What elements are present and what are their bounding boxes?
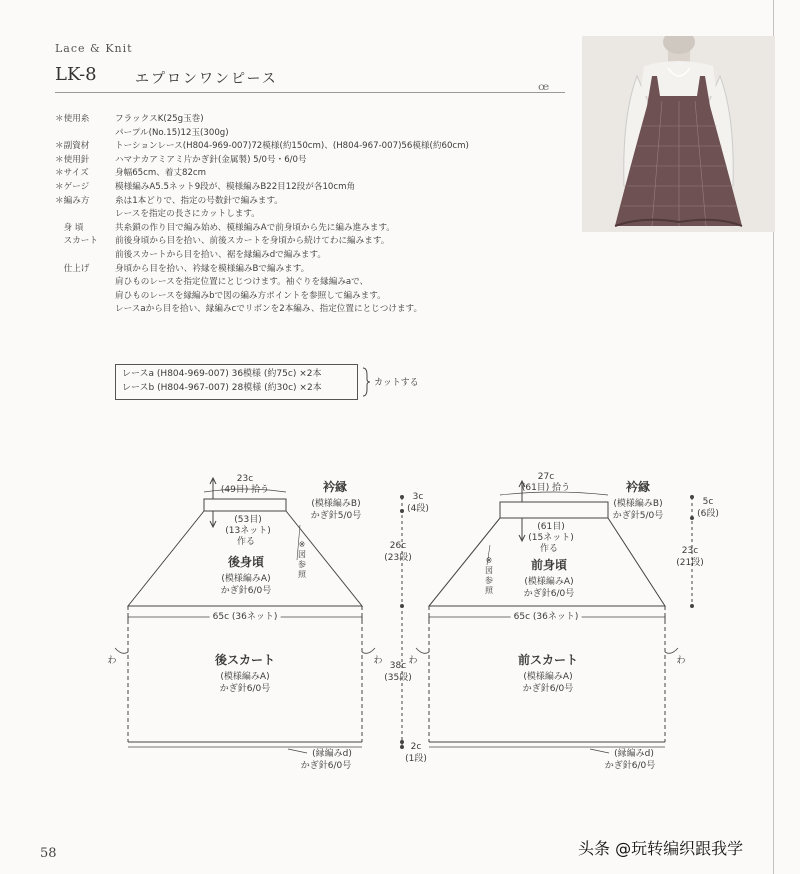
front-h-collar: 5c (702, 497, 714, 507)
back-edge: (縁編みd) (312, 749, 352, 759)
spec-value: 前後身頃から目を拾い、前後スカートを身頃から続けてわに編みます。 (115, 236, 390, 247)
back-collar-pattern: (模様編みB) (311, 499, 361, 509)
flourish-ornament: ꟹ (538, 80, 550, 101)
spec-value: 身頃から目を拾い、衿縁を模様編みBで編みます。 (115, 263, 310, 274)
back-h-skirt: 38c (389, 661, 407, 671)
back-body-pattern: (模様編みA) (221, 574, 271, 584)
watermark-text: 头条 @玩转编织跟我学 (578, 839, 744, 858)
spec-label: スカート (55, 236, 98, 247)
back-h-edge-rows: (1段) (405, 754, 427, 764)
front-wa-right: わ (676, 656, 686, 666)
pattern-code: LK-8 (55, 64, 97, 85)
front-body-hook: かぎ針6/0号 (523, 589, 575, 599)
front-body-pattern: (模様編みA) (524, 577, 574, 587)
front-collar-width: 27c (537, 472, 555, 482)
front-wa-left: わ (408, 656, 418, 666)
front-start-make: 作る (539, 544, 559, 554)
front-skirt-title: 前スカート (517, 653, 579, 667)
back-h-body-rows: (23段) (384, 553, 412, 563)
front-collar-hook: かぎ針5/0号 (612, 511, 664, 521)
back-wa-left: わ (107, 656, 117, 666)
spec-label: ＊使用糸 (55, 114, 90, 124)
front-h-collar-rows: (6段) (697, 509, 719, 519)
spec-value: 肩ひものレースを指定位置にとじつけます。袖ぐりを縁編みaで、 (115, 277, 369, 288)
back-collar-pick: (49目) 拾う (220, 485, 270, 495)
back-width: 65c (36ネット) (210, 612, 281, 623)
cut-label: カットする (374, 378, 419, 388)
front-edge-hook: かぎ針6/0号 (604, 761, 656, 771)
back-skirt-hook: かぎ針6/0号 (219, 684, 271, 694)
front-start-net: (15ネット) (528, 533, 574, 543)
front-skirt-hook: かぎ針6/0号 (522, 684, 574, 694)
spec-label: ＊サイズ (55, 168, 89, 179)
front-body-title: 前身頃 (530, 558, 568, 572)
back-collar-width: 23c (236, 474, 254, 484)
front-skirt-pattern: (模様編みA) (523, 672, 573, 682)
spec-label: ＊使用針 (55, 154, 90, 165)
spec-value: 身幅65cm、着丈82cm (115, 168, 207, 179)
front-h-body: 23c (681, 546, 699, 556)
spec-label: 身 頃 (55, 222, 84, 233)
back-h-body: 26c (389, 541, 407, 551)
back-skirt-title: 後スカート (214, 653, 276, 667)
back-note: ※図参照 (298, 540, 306, 579)
spec-value: レースaから目を拾い、縁編みcでリボンを2本編み、指定位置にとじつけます。 (115, 304, 423, 315)
front-h-body-rows: (21段) (676, 558, 704, 568)
back-collar-hook: かぎ針5/0号 (310, 511, 362, 521)
spec-value: 模様編みA5.5ネット9段が、模様編みB22目12段が各10cm角 (115, 181, 356, 192)
spec-value: 前後スカートから目を拾い、裾を縁編みdで編みます。 (115, 249, 327, 260)
back-wa-right: わ (373, 656, 383, 666)
spec-label: ＊ゲージ (55, 181, 90, 192)
spec-value: 糸は1本どりで、指定の号数針で編みます。 (115, 195, 283, 206)
back-body-title: 後身頃 (227, 555, 265, 569)
front-collar-band (500, 502, 608, 518)
back-collar-title: 衿縁 (322, 480, 348, 494)
back-collar-band (204, 499, 286, 511)
spec-label: ＊編み方 (55, 195, 90, 206)
spec-value: 共糸鎖の作り目で編み始め、模様編みAで前身頃から先に編み進みます。 (115, 222, 395, 233)
spec-label: 仕上げ (55, 263, 90, 274)
front-width: 65c (36ネット) (511, 612, 582, 623)
lace-b-line: レースb (H804-967-007) 28模様 (約30c) ×2本 (122, 382, 322, 393)
front-edge: (縁編みd) (614, 749, 654, 759)
front-note: ※図参照 (485, 556, 493, 595)
back-skirt-pattern: (模様編みA) (220, 672, 270, 682)
back-h-skirt-rows: (35段) (384, 673, 412, 683)
back-body-hook: かぎ針6/0号 (220, 586, 272, 596)
front-collar-pattern: (模様編みB) (613, 499, 663, 509)
lace-a-line: レースa (H804-969-007) 36模様 (約75c) ×2本 (122, 369, 322, 379)
spec-value: トーションレース(H804-969-007)72模様(約150cm)、(H804-967-007)56模様(約60cm) (115, 141, 469, 152)
spec-value: レースを指定の長さにカットします。 (115, 209, 260, 220)
spec-value: 肩ひものレースを縁編みbで図の編み方ポイントを参照して編みます。 (115, 290, 386, 301)
back-h-collar: 3c (412, 492, 424, 502)
back-start-make: 作る (236, 537, 256, 547)
spec-label: ＊副資材 (55, 141, 90, 152)
back-edge-hook: かぎ針6/0号 (300, 761, 352, 771)
page-number: 58 (40, 846, 57, 861)
spec-value: ハマナカアミアミ片かぎ針(金属製) 5/0号・6/0号 (115, 154, 307, 165)
front-collar-title: 衿縁 (625, 480, 651, 494)
back-start-sts: (53目) (234, 515, 262, 525)
front-start-sts: (61目) (537, 522, 565, 532)
spec-value: パープル(No.15)12玉(300g) (115, 127, 229, 138)
back-h-collar-rows: (4段) (407, 504, 429, 514)
back-h-edge: 2c (410, 742, 422, 752)
pattern-title: エプロンワンピース (135, 71, 278, 87)
front-collar-pick: (61目) 拾う (521, 483, 571, 493)
spec-value: フラックスK(25g玉巻) (115, 114, 204, 124)
series-name: Lace & Knit (55, 42, 133, 55)
back-start-net: (13ネット) (225, 526, 271, 536)
